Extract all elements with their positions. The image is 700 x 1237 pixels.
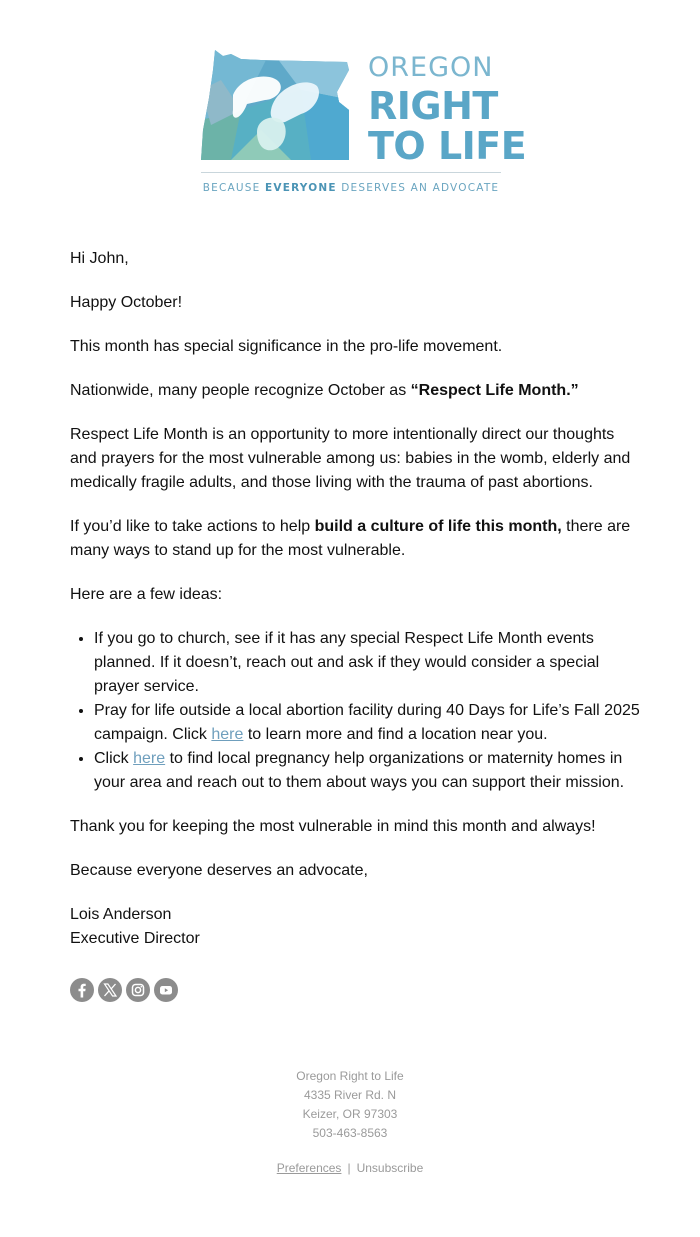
footer-phone: 503-463-8563 [312, 1126, 388, 1140]
oregon-map-hands-icon [201, 50, 351, 160]
footer-org-name: Oregon Right to Life [296, 1069, 404, 1083]
item3-text: Click [94, 750, 134, 767]
paragraph-opportunity: Respect Life Month is an opportunity to more intentionally direct our thoughts and prayers for the most vulnerable among us: babies in the womb, elderly and medically fragile adults, and those living with the trauma of past abortions. [70, 426, 631, 491]
unsubscribe-link[interactable]: Unsubscribe [356, 1161, 424, 1175]
logo-word-oregon: OREGON [368, 52, 494, 83]
signature [70, 903, 640, 951]
pregnancy-help-here-link[interactable]: here [133, 750, 166, 767]
p5-text: If you’d like to take actions to help [70, 518, 315, 535]
footer-separator: | [347, 1161, 351, 1175]
greeting: Hi John, [70, 250, 129, 267]
signature-title: Executive Director [70, 930, 200, 947]
facebook-icon[interactable] [70, 978, 94, 1002]
p5-bold: build a culture of life this month, [314, 518, 562, 535]
preferences-link[interactable]: Preferences [276, 1161, 342, 1175]
footer-address [0, 1067, 700, 1143]
list-item [94, 747, 640, 795]
signature-name: Lois Anderson [70, 906, 172, 923]
ideas-list [70, 627, 640, 795]
youtube-icon[interactable] [154, 978, 178, 1002]
tagline-bold: EVERYONE [265, 182, 337, 194]
tagline-pre: BECAUSE [202, 182, 265, 194]
p3-bold: “Respect Life Month.” [410, 382, 579, 399]
email-body [70, 247, 640, 951]
tagline-post: DESERVES AN ADVOCATE [336, 182, 500, 194]
footer-links [0, 1161, 700, 1175]
40-days-here-link[interactable]: here [211, 726, 244, 743]
p5-text-post: there are many ways to stand up for the most vulnerable. [70, 518, 631, 559]
logo-tagline [201, 182, 501, 194]
paragraph-significance: This month has special significance in the pro-life movement. [70, 338, 503, 355]
footer-street: 4335 River Rd. N [303, 1088, 397, 1102]
list-item: • If you go to church, see if it has any special Respect Life Month events planned. If it doesn’t, reach out and ask if they would consider a special prayer service. [94, 627, 640, 699]
p3-text: Nationwide, many people recognize October as [70, 382, 411, 399]
item2-text: Pray for life outside a local abortion facility during 40 Days for Life’s Fall 2025 campaign. Click [94, 702, 640, 743]
x-icon[interactable] [98, 978, 122, 1002]
item2-text-post: to learn more and find a location near you. [243, 726, 548, 743]
logo-word-to-life: TO LIFE [368, 124, 527, 168]
paragraph-respect-life [70, 379, 640, 403]
logo [198, 48, 527, 198]
logo-divider [201, 172, 501, 173]
paragraph-thank-you: Thank you for keeping the most vulnerable in mind this month and always! [70, 818, 596, 835]
social-links [70, 978, 178, 1002]
paragraph-happy-october: Happy October! [70, 294, 183, 311]
closing-line: Because everyone deserves an advocate, [70, 862, 368, 879]
item3-text-post: to find local pregnancy help organizations or maternity homes in your area and reach out to them about ways you can support their mission. [94, 750, 625, 791]
instagram-icon[interactable] [126, 978, 150, 1002]
paragraph-ideas-intro: Here are a few ideas: [70, 586, 223, 603]
list-item [94, 699, 640, 747]
logo-word-right: RIGHT [368, 84, 498, 128]
paragraph-culture-of-life [70, 515, 640, 563]
footer-city: Keizer, OR 97303 [302, 1107, 398, 1121]
